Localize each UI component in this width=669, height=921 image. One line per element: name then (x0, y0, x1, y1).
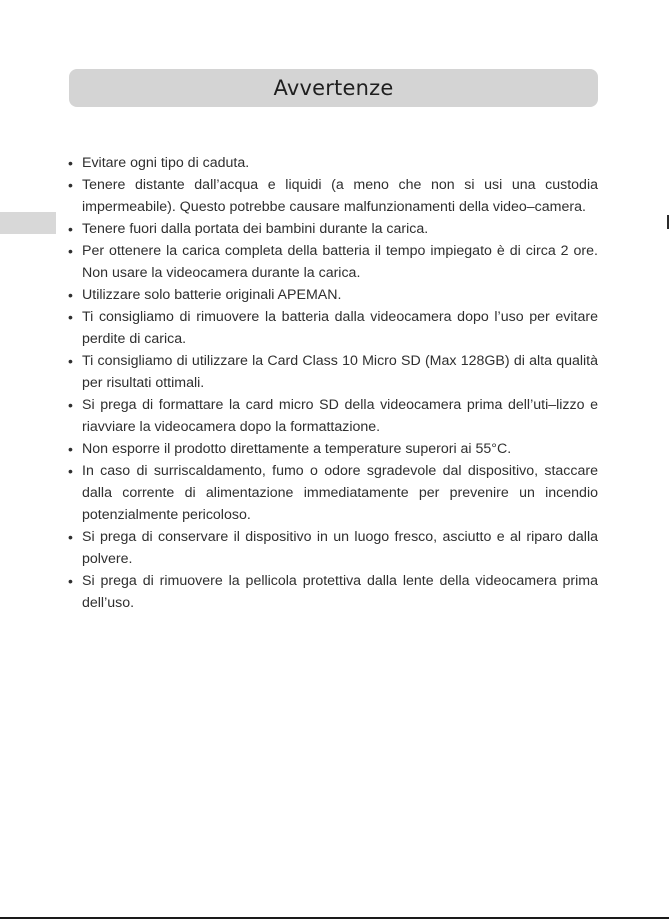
warning-item (68, 306, 598, 350)
warning-item (68, 526, 598, 570)
section-title-bar (69, 69, 598, 107)
warning-text: Non esporre il prodotto direttamente a temperature superori ai 55°C. (82, 441, 512, 457)
warning-item (68, 174, 598, 218)
warning-text: Ti consigliamo di rimuovere la batteria dalla videocamera dopo l’uso per evitare perdite di carica. (82, 309, 598, 347)
warning-item (68, 438, 598, 460)
bullet-icon: • (68, 309, 73, 325)
warning-item (68, 350, 598, 394)
warning-item (68, 240, 598, 284)
warning-text: Utilizzare solo batterie originali APEMAN. (82, 287, 342, 303)
bullet-icon: • (68, 155, 73, 171)
page-title: Avvertenze (273, 76, 394, 100)
bullet-icon: • (68, 529, 73, 545)
bullet-icon: • (68, 397, 73, 413)
warning-list (68, 152, 598, 614)
warning-item (68, 152, 598, 174)
bullet-icon: • (68, 177, 73, 193)
warning-item (68, 570, 598, 614)
warning-text: Tenere fuori dalla portata dei bambini durante la carica. (82, 221, 429, 237)
bottom-rule (0, 917, 669, 919)
warning-text: Si prega di formattare la card micro SD della videocamera prima dell’uti–lizzo e riavviare la videocamera dopo la formattazione. (82, 397, 598, 435)
warning-text: Tenere distante dall’acqua e liquidi (a meno che non si usi una custodia impermeabile). Questo potrebbe causare malfunzionamenti della video–camera. (82, 177, 598, 215)
warning-text: In caso di surriscaldamento, fumo o odore sgradevole dal dispositivo, staccare dalla corrente di alimentazione immediatamente per prevenire un incendio potenzialmente pericoloso. (82, 463, 598, 523)
warning-text: Si prega di rimuovere la pellicola protettiva dalla lente della videocamera prima dell’uso. (82, 573, 598, 611)
warning-text: Si prega di conservare il dispositivo in un luogo fresco, asciutto e al riparo dalla polvere. (82, 529, 598, 567)
bullet-icon: • (68, 441, 73, 457)
bullet-icon: • (68, 573, 73, 589)
warning-item (68, 284, 598, 306)
warning-item (68, 394, 598, 438)
warning-item (68, 218, 598, 240)
bullet-icon: • (68, 243, 73, 259)
bullet-icon: • (68, 287, 73, 303)
bullet-icon: • (68, 463, 73, 479)
bullet-icon: • (68, 353, 73, 369)
bullet-icon: • (68, 221, 73, 237)
warning-text: Evitare ogni tipo di caduta. (82, 155, 250, 171)
side-tab-marker (0, 212, 56, 234)
warning-text: Per ottenere la carica completa della batteria il tempo impiegato è di circa 2 ore. Non usare la videocamera durante la carica. (82, 243, 598, 281)
warning-item (68, 460, 598, 526)
warning-text: Ti consigliamo di utilizzare la Card Class 10 Micro SD (Max 128GB) di alta qualità per risultati ottimali. (82, 353, 598, 391)
